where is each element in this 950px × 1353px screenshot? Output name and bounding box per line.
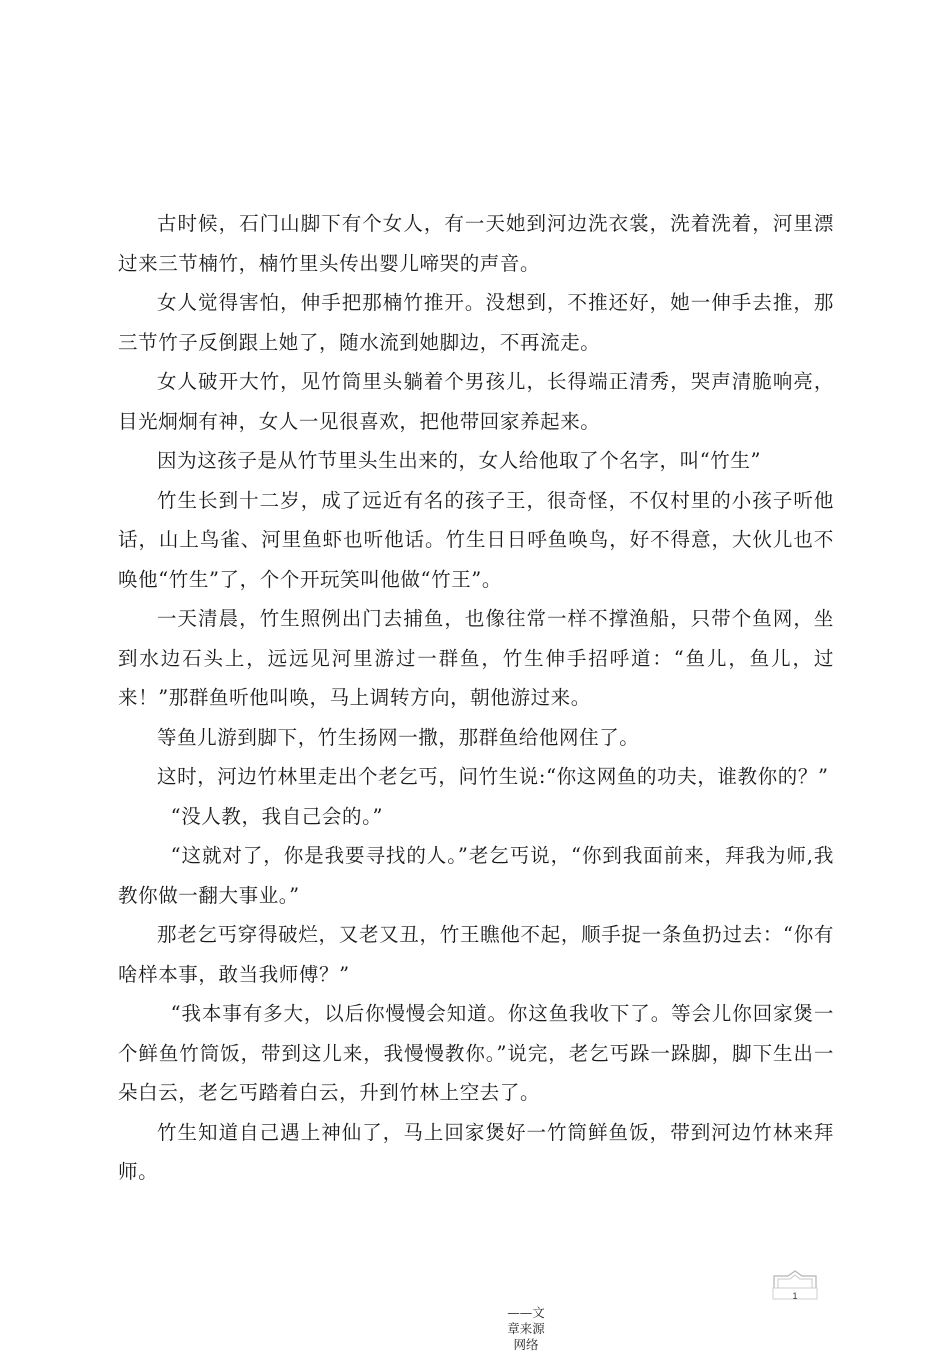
source-note: ——文 章来源 网络 bbox=[507, 1305, 545, 1352]
paragraph: 女人觉得害怕，伸手把那楠竹推开。没想到，不推还好，她一伸手去推，那三节竹子反倒跟上她了，随水流到她脚边，不再流走。 bbox=[118, 291, 834, 354]
page-number: 1 bbox=[792, 1291, 798, 1301]
paragraph: 一天清晨，竹生照例出门去捕鱼，也像往常一样不撑渔船，只带个鱼网，坐到水边石头上，远远见河里游过一群鱼，竹生伸手招呼道：“鱼儿，鱼儿，过来！”那群鱼听他叫唤，马上调转方向，朝他游过来。 bbox=[118, 607, 834, 709]
paragraph: 竹生长到十二岁，成了远近有名的孩子王，很奇怪，不仅村里的小孩子听他话，山上鸟雀、河里鱼虾也听他话。竹生日日呼鱼唤鸟，好不得意，大伙儿也不唤他“竹生”了，个个开玩笑叫他做“竹王”。 bbox=[118, 488, 834, 591]
paragraph: 那老乞丐穿得破烂，又老又丑，竹王瞧他不起，顺手捉一条鱼扔过去：“你有啥样本事，敢当我师傅？” bbox=[118, 923, 834, 986]
story-body bbox=[118, 204, 834, 1192]
paragraph: 等鱼儿游到脚下，竹生扬网一撒，那群鱼给他网住了。 bbox=[157, 725, 640, 749]
paragraph: 竹生知道自己遇上神仙了，马上回家煲好一竹筒鲜鱼饭，带到河边竹林来拜师。 bbox=[118, 1120, 834, 1183]
paragraph: 古时候，石门山脚下有个女人，有一天她到河边洗衣裳，洗着洗着，河里漂过来三节楠竹，楠竹里头传出婴儿啼哭的声音。 bbox=[118, 212, 834, 275]
paragraph: 这时，河边竹林里走出个老乞丐，问竹生说:“你这网鱼的功夫，谁教你的？” bbox=[157, 765, 829, 788]
paragraph: “这就对了，你是我要寻找的人。”老乞丐说，“你到我面前来，拜我为师,我教你做一翻大事业。” bbox=[118, 844, 834, 907]
paragraph: 女人破开大竹，见竹筒里头躺着个男孩儿，长得端正清秀，哭声清脆响亮，目光炯炯有神，女人一见很喜欢，把他带回家养起来。 bbox=[118, 370, 834, 433]
paragraph: 因为这孩子是从竹节里头生出来的，女人给他取了个名字，叫“竹生” bbox=[157, 449, 762, 472]
paragraph: “没人教，我自己会的。” bbox=[170, 804, 384, 828]
paragraph: “我本事有多大，以后你慢慢会知道。你这鱼我收下了。等会儿你回家煲一个鲜鱼竹筒饭，带到这儿来，我慢慢教你。”说完，老乞丐跺一跺脚，脚下生出一朵白云，老乞丐踏着白云，升到竹林上空去了。 bbox=[118, 1002, 834, 1104]
